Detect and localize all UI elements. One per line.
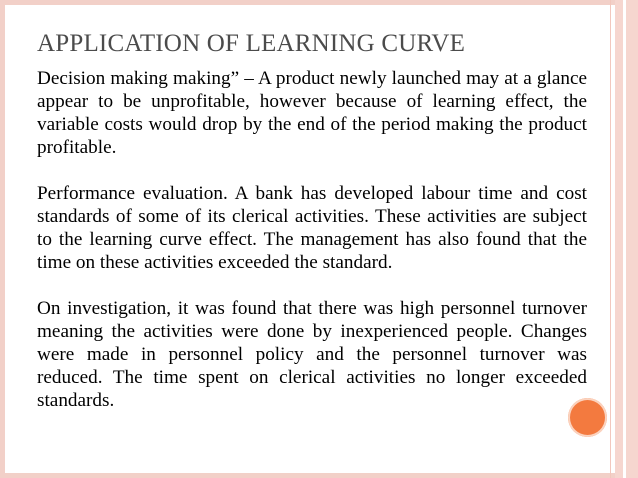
right-decor-bar <box>626 0 638 478</box>
right-decor-bar-inner <box>615 0 623 478</box>
right-decor-line <box>610 0 611 478</box>
paragraph-decision-making: Decision making making” – A product newly launched may at a glance appear to be unprofitable, however because of learning effect, the variable costs would drop by the end of the period making the product profitable. <box>37 68 587 158</box>
paragraph-investigation: On investigation, it was found that there was high personnel turnover meaning the activities were done by inexperienced people. Changes were made in personnel policy and the personnel turnover was reduced. The time spent on clerical activities no longer exceeded standards. <box>37 298 587 411</box>
orange-circle-decoration <box>568 398 607 437</box>
right-decor-gap <box>623 0 626 478</box>
slide-body <box>37 67 587 435</box>
paragraph-performance-evaluation: Performance evaluation. A bank has developed labour time and cost standards of some of its clerical activities. These activities are subject to the learning curve effect. The management has also found that the time on these activities exceeded the standard. <box>37 183 587 273</box>
slide-title: APPLICATION OF LEARNING CURVE <box>37 30 466 57</box>
